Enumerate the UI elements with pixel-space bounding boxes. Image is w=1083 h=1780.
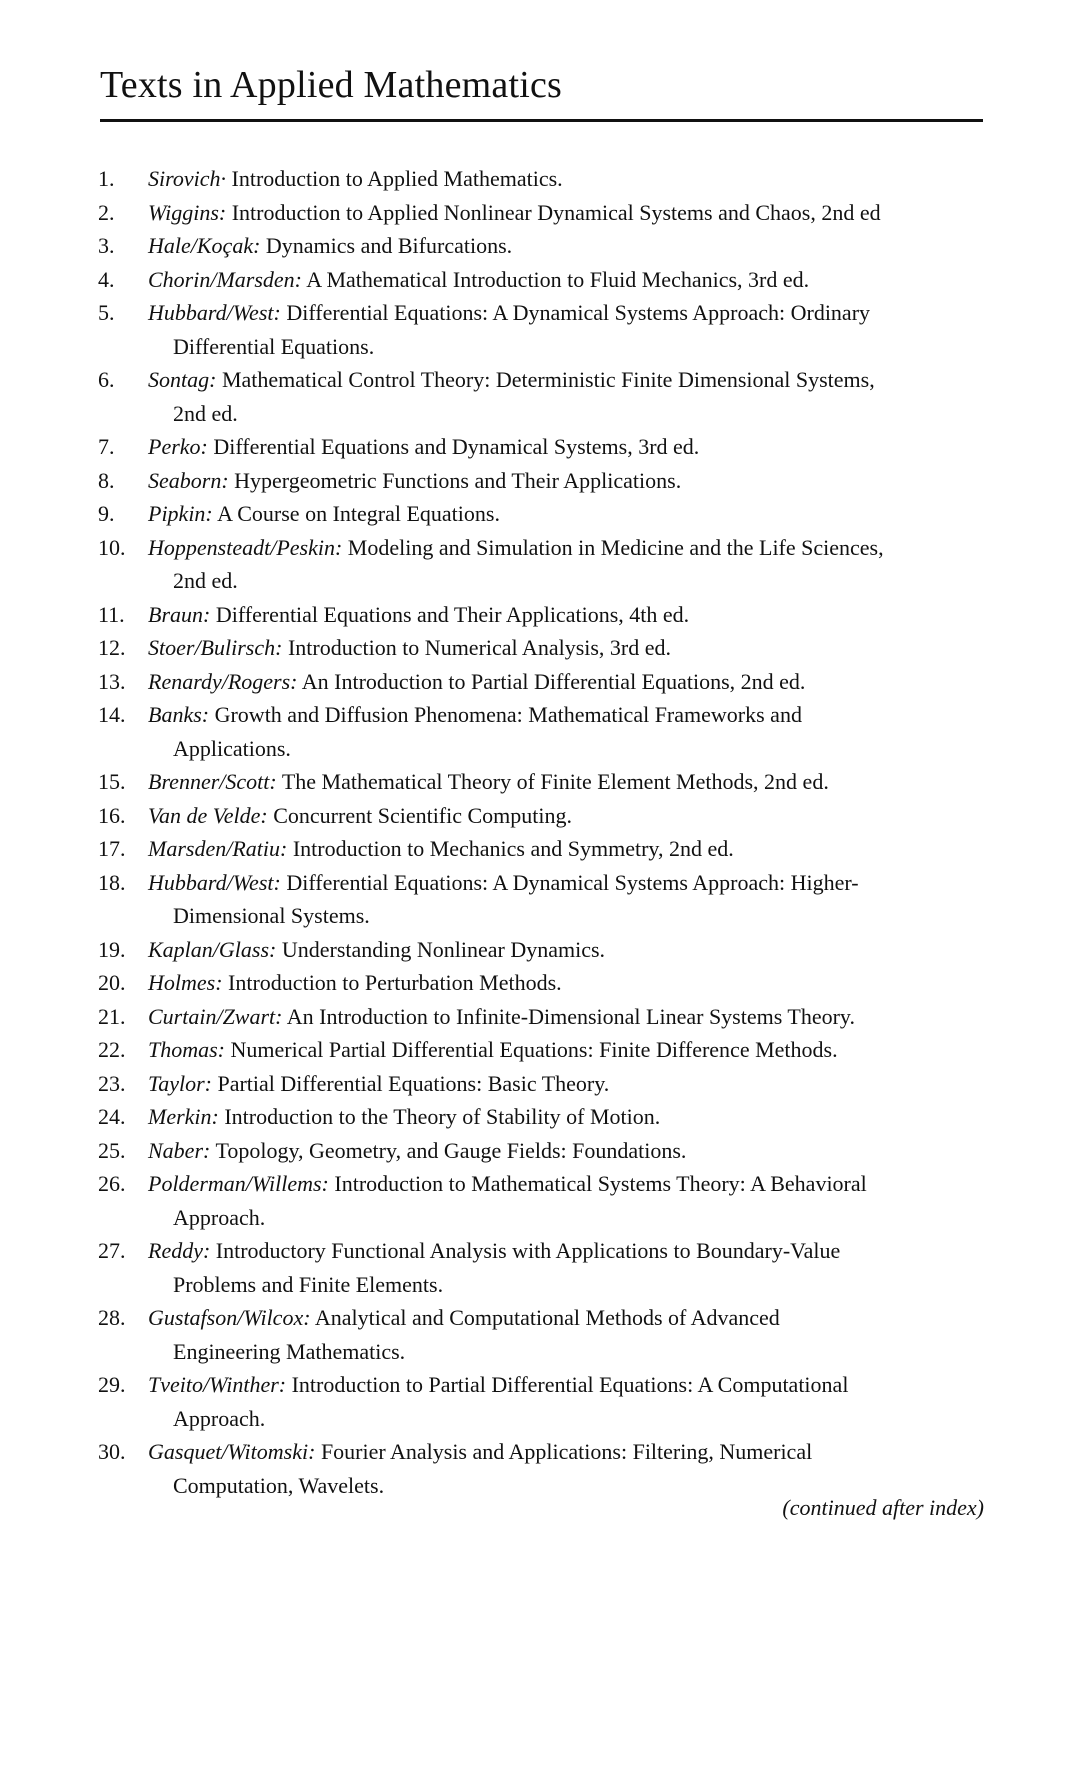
list-item — [98, 1067, 988, 1101]
entry-title: Introduction to Mathematical Systems Theory: A Behavioral — [334, 1171, 867, 1196]
entry-author: Sirovich· — [148, 166, 226, 191]
entry-title: Differential Equations and Their Applications, 4th ed. — [215, 601, 690, 627]
entry-title-continuation: Dimensional Systems. — [173, 903, 370, 928]
list-item — [98, 933, 988, 967]
list-item — [98, 162, 988, 196]
entry-author: Holmes: — [148, 970, 223, 995]
entry-number: 29. — [98, 1372, 126, 1397]
list-item — [98, 1167, 988, 1234]
entry-number: 4. — [98, 266, 115, 292]
entry-title: Introduction to Applied Mathematics. — [231, 166, 563, 191]
entry-title: Introduction to Perturbation Methods. — [228, 970, 562, 995]
entry-number: 11. — [98, 601, 125, 627]
entry-number: 25. — [98, 1137, 126, 1163]
entry-title-continuation: 2nd ed. — [173, 568, 238, 593]
list-item — [98, 698, 988, 765]
list-item — [98, 1100, 988, 1134]
entry-title: An Introduction to Infinite-Dimensional Linear Systems Theory. — [286, 1003, 855, 1029]
entry-title: An Introduction to Partial Differential Equations, 2nd ed. — [301, 668, 806, 694]
entry-author: Marsden/Ratiu: — [148, 836, 288, 861]
entry-title: Introduction to Mechanics and Symmetry, 2nd ed. — [292, 836, 734, 861]
list-item — [98, 966, 988, 1000]
entry-author: Reddy: — [148, 1238, 211, 1263]
list-item — [98, 464, 988, 498]
entry-title: Introductory Functional Analysis with Applications to Boundary-Value — [215, 1238, 841, 1263]
entry-author: Perko: — [148, 434, 208, 459]
entry-number: 17. — [98, 836, 126, 861]
entry-title: Introduction to Applied Nonlinear Dynamical Systems and Chaos, 2nd ed — [231, 199, 881, 225]
entry-author: Brenner/Scott: — [148, 769, 277, 794]
list-item — [98, 1000, 988, 1034]
continued-note: (continued after index) — [782, 1495, 984, 1520]
entry-number: 26. — [98, 1171, 126, 1196]
entry-title-continuation: Approach. — [173, 1204, 266, 1230]
entry-number: 6. — [98, 367, 115, 392]
entry-author: Thomas: — [148, 1037, 226, 1062]
list-item — [98, 1368, 988, 1435]
entry-number: 1. — [98, 166, 115, 191]
entry-title: Introduction to Partial Differential Equations: A Computational — [291, 1372, 849, 1397]
list-item — [98, 765, 988, 799]
entry-author: Gustafson/Wilcox: — [148, 1305, 311, 1330]
list-item — [98, 1033, 988, 1067]
entry-author: Wiggins: — [148, 199, 227, 225]
entry-title: A Course on Integral Equations. — [217, 501, 500, 526]
entry-number: 5. — [98, 300, 115, 325]
entry-number: 8. — [98, 467, 115, 493]
entry-title-continuation: Applications. — [173, 735, 291, 761]
entry-number: 24. — [98, 1104, 126, 1129]
entry-author: Van de Velde: — [148, 802, 268, 828]
entry-author: Kaplan/Glass: — [148, 936, 277, 962]
entry-title: Understanding Nonlinear Dynamics. — [281, 936, 606, 962]
entry-title: Numerical Partial Differential Equations: Finite Difference Methods. — [230, 1037, 838, 1062]
entry-number: 7. — [98, 434, 115, 459]
entry-author: Hale/Koçak: — [148, 233, 261, 258]
entry-title-continuation: Problems and Finite Elements. — [173, 1271, 444, 1297]
entry-title: Differential Equations: A Dynamical Systems Approach: Higher- — [286, 869, 859, 895]
entry-number: 30. — [98, 1439, 126, 1464]
entry-number: 28. — [98, 1305, 126, 1330]
list-item — [98, 665, 988, 699]
entry-number: 16. — [98, 802, 126, 828]
list-item — [98, 832, 988, 866]
entry-author: Polderman/Willems: — [148, 1171, 329, 1196]
list-item — [98, 363, 988, 430]
entry-author: Curtain/Zwart: — [148, 1003, 283, 1029]
entry-author: Braun: — [148, 601, 211, 627]
list-item — [98, 866, 988, 933]
entry-title-continuation: Engineering Mathematics. — [173, 1338, 406, 1364]
list-item — [98, 1234, 988, 1301]
list-item — [98, 497, 988, 531]
entry-number: 9. — [98, 501, 115, 526]
entry-number: 12. — [98, 635, 126, 660]
list-item — [98, 1301, 988, 1368]
entry-title-continuation: 2nd ed. — [173, 400, 238, 426]
entry-number: 15. — [98, 769, 126, 794]
list-item — [98, 296, 988, 363]
entry-number: 10. — [98, 534, 126, 560]
entry-title: Modeling and Simulation in Medicine and the Life Sciences, — [347, 534, 884, 560]
list-item — [98, 1134, 988, 1168]
entry-title: The Mathematical Theory of Finite Element Methods, 2nd ed. — [281, 769, 829, 794]
entry-title: Fourier Analysis and Applications: Filtering, Numerical — [320, 1439, 813, 1464]
entry-author: Hubbard/West: — [148, 300, 281, 325]
list-item — [98, 196, 988, 230]
entry-title-continuation: Computation, Wavelets. — [173, 1472, 385, 1498]
entry-author: Pipkin: — [148, 501, 213, 526]
entry-title: Topology, Geometry, and Gauge Fields: Foundations. — [215, 1137, 687, 1163]
entry-author: Naber: — [148, 1137, 211, 1163]
entry-title: Concurrent Scientific Computing. — [273, 802, 573, 828]
entry-number: 2. — [98, 199, 115, 225]
entry-author: Stoer/Bulirsch: — [148, 635, 283, 660]
entry-title: Growth and Diffusion Phenomena: Mathematical Frameworks and — [214, 702, 802, 727]
entry-number: 13. — [98, 668, 126, 694]
list-item — [98, 263, 988, 297]
entry-title: Introduction to the Theory of Stability of Motion. — [224, 1104, 661, 1129]
entry-author: Tveito/Winther: — [148, 1372, 287, 1397]
entry-title: Hypergeometric Functions and Their Applications. — [234, 467, 682, 493]
page-title: Texts in Applied Mathematics — [100, 64, 563, 106]
list-item — [98, 430, 988, 464]
list-item — [98, 229, 988, 263]
entry-title: Differential Equations: A Dynamical Systems Approach: Ordinary — [286, 300, 871, 325]
entry-title: Partial Differential Equations: Basic Theory. — [217, 1070, 610, 1096]
entry-author: Renardy/Rogers: — [148, 668, 298, 694]
entry-number: 20. — [98, 970, 126, 995]
list-item — [98, 531, 988, 598]
entry-author: Chorin/Marsden: — [148, 266, 302, 292]
series-list — [98, 162, 988, 1502]
entry-author: Banks: — [148, 702, 210, 727]
entry-author: Gasquet/Witomski: — [148, 1439, 316, 1464]
entry-title: Introduction to Numerical Analysis, 3rd ed. — [287, 635, 672, 660]
entry-number: 18. — [98, 869, 126, 895]
entry-author: Hubbard/West: — [148, 869, 281, 895]
entry-number: 14. — [98, 702, 126, 727]
title-rule — [100, 119, 983, 122]
list-item — [98, 598, 988, 632]
entry-title: Dynamics and Bifurcations. — [265, 233, 513, 258]
list-item — [98, 799, 988, 833]
entry-author: Merkin: — [148, 1104, 219, 1129]
list-item — [98, 631, 988, 665]
list-item — [98, 1435, 988, 1502]
entry-number: 23. — [98, 1070, 126, 1096]
entry-number: 27. — [98, 1238, 126, 1263]
entry-title-continuation: Approach. — [173, 1405, 266, 1431]
entry-title-continuation: Differential Equations. — [173, 333, 375, 359]
entry-number: 19. — [98, 936, 126, 962]
entry-title: A Mathematical Introduction to Fluid Mechanics, 3rd ed. — [306, 266, 810, 292]
entry-author: Taylor: — [148, 1070, 212, 1096]
entry-author: Sontag: — [148, 367, 217, 392]
entry-number: 22. — [98, 1037, 126, 1062]
entry-author: Seaborn: — [148, 467, 229, 493]
entry-number: 3. — [98, 233, 115, 258]
entry-title: Analytical and Computational Methods of Advanced — [314, 1305, 780, 1330]
entry-number: 21. — [98, 1003, 126, 1029]
entry-author: Hoppensteadt/Peskin: — [148, 534, 343, 560]
entry-title: Mathematical Control Theory: Deterministic Finite Dimensional Systems, — [221, 367, 875, 392]
entry-title: Differential Equations and Dynamical Systems, 3rd ed. — [213, 434, 700, 459]
